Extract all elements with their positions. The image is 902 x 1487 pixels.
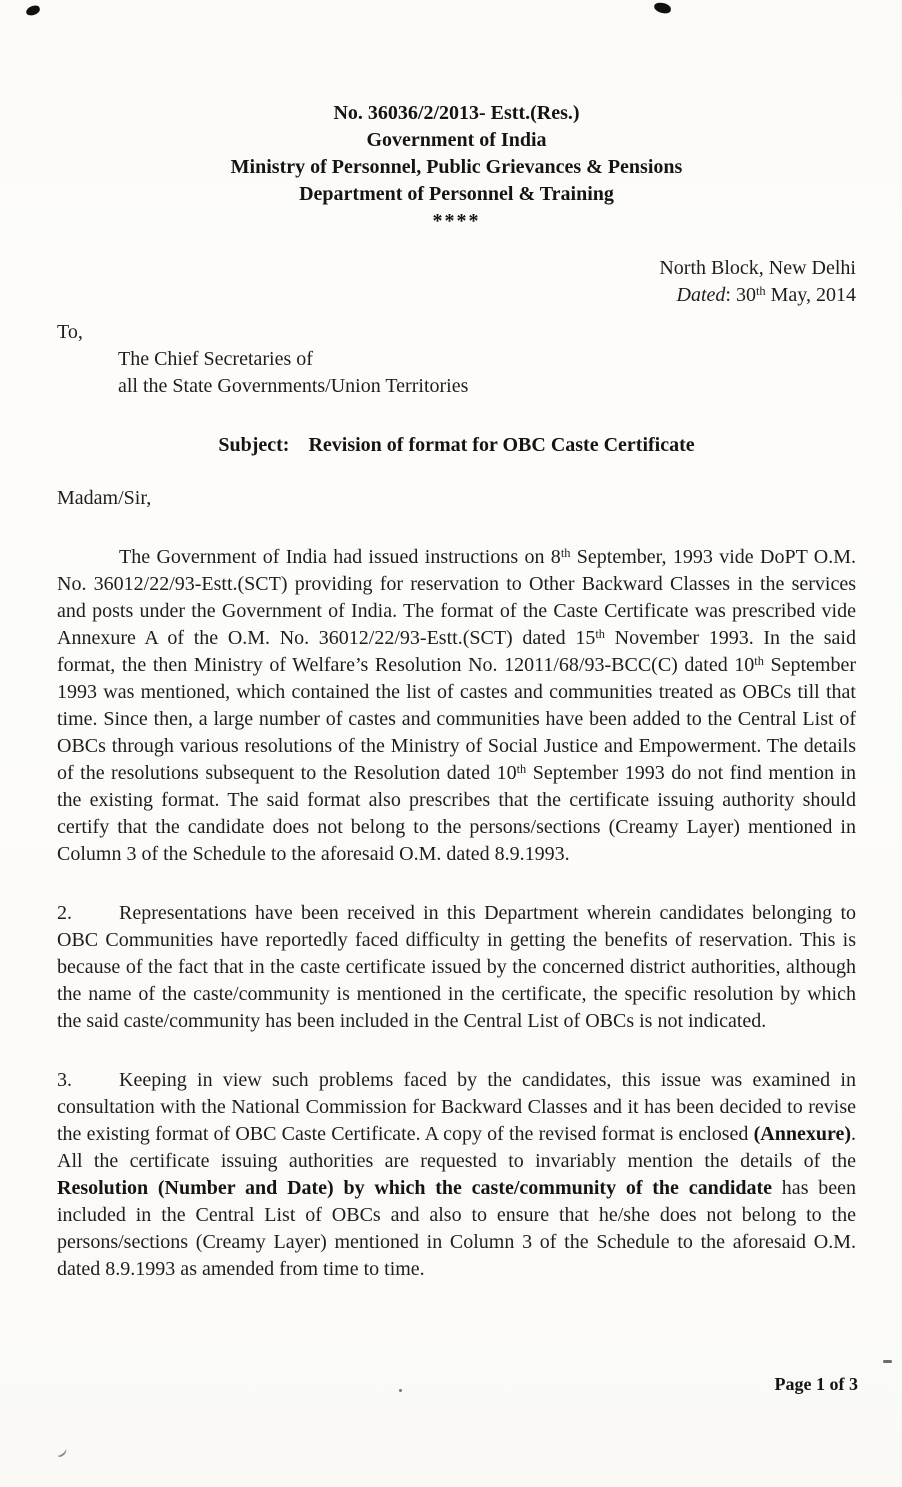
text-run: . All the certificate issuing authorities are requested to invariably mention the details of the — [57, 1123, 856, 1172]
text-run: th — [560, 545, 571, 560]
date-line — [57, 282, 856, 309]
text-run: September 1993 do not find mention in the existing format. The said format also prescribes that the certificate issuing authority should certify that the candidate does not belong to the persons/sections (Creamy Layer) mentioned in Column 3 of the Schedule to the aforesaid O.M. dated 8.9.1993. — [57, 762, 856, 865]
paragraph-3 — [57, 1067, 856, 1283]
text-run: th — [516, 761, 527, 776]
subject-label: Subject: — [218, 434, 290, 456]
text-run: The Government of India had issued instructions on 8 — [119, 546, 561, 568]
org-name: Government of India — [366, 129, 547, 151]
paragraph-1-text — [57, 546, 856, 865]
text-run: Representations have been received in this Department wherein candidates belonging to OBC Communities have reportedly faced difficulty in getting the benefits of reservation. This is because of the fact that in the caste certificate issued by the concerned district authorities, although the name of the caste/community is mentioned in the certificate, the specific resolution by which the said caste/community has been included in the Central List of OBCs is not indicated. — [57, 902, 856, 1032]
text-run: November 1993. In the said format, the then Ministry of Welfare’s Resolution No. 12011/68/93-BCC(C) dated 10 — [57, 627, 856, 676]
addressee-block — [118, 346, 856, 400]
subject-line — [57, 432, 856, 459]
subject-text: Revision of format for OBC Caste Certificate — [308, 434, 695, 456]
text-run: th — [755, 283, 766, 298]
salutation: Madam/Sir, — [57, 487, 152, 509]
reference-number: No. 36036/2/2013- Estt.(Res.) — [333, 102, 580, 124]
text-run: May, 2014 — [765, 284, 856, 306]
scan-artifact — [55, 1446, 69, 1459]
paragraph-2-number: 2. — [57, 902, 72, 924]
text-run: Keeping in view such problems faced by the candidates, this issue was examined in consultation with the National Commission for Backward Classes and it has been decided to revise the existing format of OBC Caste Certificate. A copy of the revised format is enclosed — [57, 1069, 856, 1145]
text-run: Dated — [676, 284, 726, 306]
text-run: September 1993 was mentioned, which contained the list of castes and communities treated as OBCs till that time. Since then, a large number of castes and communities have been added to the Central List of OBCs through various resolutions of the Ministry of Social Justice and Empowerment. The details of the resolutions subsequent to the Resolution dated 10 — [57, 654, 856, 784]
paragraph-3-number: 3. — [57, 1069, 72, 1091]
paragraph-2 — [57, 900, 856, 1035]
text-run: : 30 — [725, 284, 756, 306]
text-run: September, 1993 vide DoPT O.M. No. 36012/22/93-Estt.(SCT) providing for reservation to Other Backward Classes in the services and posts under the Government of India. The format of the Caste Certificate was prescribed vide Annexure A of the O.M. No. 36012/22/93-Estt.(SCT) dated 15 — [57, 546, 856, 649]
addressee-line-2: all the State Governments/Union Territories — [118, 375, 469, 397]
place-line: North Block, New Delhi — [659, 257, 856, 279]
department-name: Department of Personnel & Training — [299, 183, 614, 205]
letterhead — [57, 100, 856, 235]
addressee-line-1: The Chief Secretaries of — [118, 348, 313, 370]
text-run: Resolution (Number and Date) by which the caste/community of the candidate — [57, 1177, 773, 1199]
scan-artifact — [399, 1389, 402, 1392]
scan-artifact — [883, 1360, 892, 1363]
paragraph-2-text — [57, 902, 856, 1032]
star-separator: **** — [432, 210, 481, 232]
dateline-block — [57, 255, 856, 309]
text-run: has been included in the Central List of OBCs and also to ensure that he/she does not belong to the persons/sections (Creamy Layer) mentioned in Column 3 of the Schedule to the aforesaid O.M. dated 8.9.1993 as amended from time to time. — [57, 1177, 856, 1280]
page-number: Page 1 of 3 — [774, 1374, 858, 1394]
text-run: th — [595, 626, 605, 641]
text-run: th — [754, 653, 764, 668]
paragraph-3-text — [57, 1069, 856, 1280]
addressee-to: To, — [57, 321, 83, 343]
paragraph-1 — [57, 544, 856, 868]
text-run: (Annexure) — [753, 1123, 851, 1145]
ministry-name: Ministry of Personnel, Public Grievances & Pensions — [230, 156, 683, 178]
